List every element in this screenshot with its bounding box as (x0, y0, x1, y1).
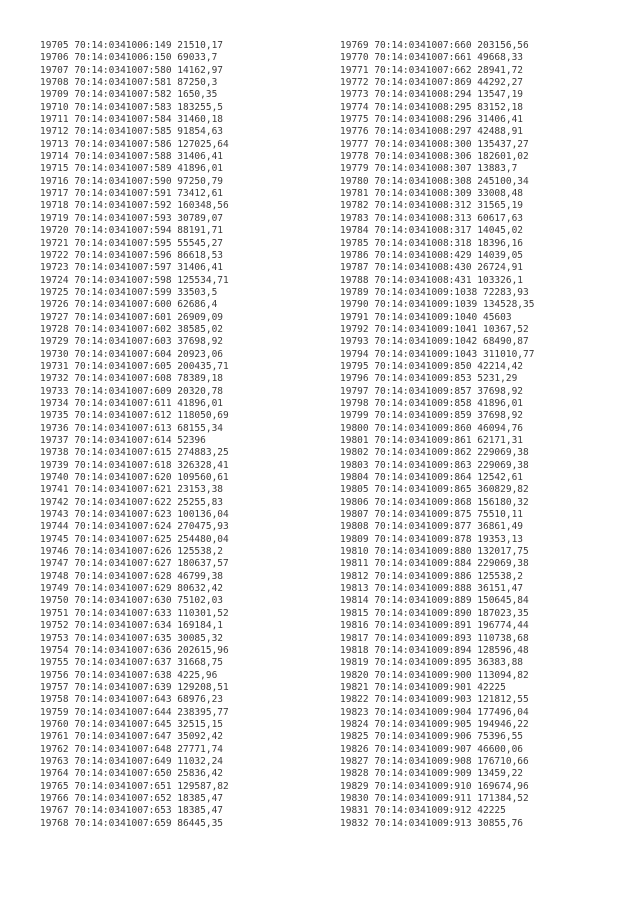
record-row: 19709 70:14:0341007:582 1650,35 (40, 89, 218, 101)
record-row: 19727 70:14:0341007:601 26909,09 (40, 311, 224, 323)
record-row: 19829 70:14:0341009:910 169674,96 (340, 780, 529, 792)
record-row: 19737 70:14:0341007:614 52396 (40, 435, 206, 446)
record-row: 19819 70:14:0341009:895 36383,88 (340, 657, 524, 669)
record-row: 19711 70:14:0341007:584 31460,18 (40, 114, 224, 126)
record-row: 19775 70:14:0341008:296 31406,41 (340, 114, 524, 126)
record-row: 19720 70:14:0341007:594 88191,71 (40, 225, 224, 237)
record-row: 19807 70:14:0341009:875 75510,11 (340, 509, 524, 521)
record-row: 19739 70:14:0341007:618 326328,41 (40, 459, 229, 471)
record-row: 19732 70:14:0341007:608 78389,18 (40, 373, 224, 385)
record-row: 19735 70:14:0341007:612 118050,69 (40, 410, 229, 422)
record-row: 19746 70:14:0341007:626 125538,2 (40, 546, 224, 558)
record-row: 19777 70:14:0341008:300 135437,27 (340, 138, 529, 150)
record-row: 19715 70:14:0341007:589 41896,01 (40, 163, 224, 175)
record-row: 19748 70:14:0341007:628 46799,38 (40, 570, 224, 582)
record-row: 19755 70:14:0341007:637 31668,75 (40, 657, 224, 669)
record-row: 19801 70:14:0341009:861 62171,31 (340, 435, 524, 446)
record-row: 19783 70:14:0341008:313 60617,63 (340, 212, 524, 224)
record-row: 19789 70:14:0341009:1038 72283,93 (340, 286, 529, 298)
record-row: 19779 70:14:0341008:307 13883,7 (340, 163, 518, 175)
record-row: 19707 70:14:0341007:580 14162,97 (40, 64, 224, 76)
record-row: 19831 70:14:0341009:912 42225 (340, 805, 506, 817)
record-row: 19767 70:14:0341007:653 18385,47 (40, 805, 224, 817)
record-row: 19781 70:14:0341008:309 33008,48 (340, 188, 524, 200)
record-row: 19731 70:14:0341007:605 200435,71 (40, 360, 229, 372)
record-row: 19811 70:14:0341009:884 229069,38 (340, 558, 529, 570)
record-row: 19825 70:14:0341009:906 75396,55 (340, 731, 524, 743)
record-row: 19753 70:14:0341007:635 30085,32 (40, 632, 224, 644)
record-row: 19705 70:14:0341006:149 21510,17 (40, 40, 224, 51)
record-row: 19803 70:14:0341009:863 229069,38 (340, 459, 529, 471)
record-row: 19828 70:14:0341009:909 13459,22 (340, 768, 524, 780)
record-row: 19794 70:14:0341009:1043 311010,77 (340, 348, 535, 360)
record-row: 19752 70:14:0341007:634 169184,1 (40, 620, 224, 632)
record-row: 19729 70:14:0341007:603 37698,92 (40, 336, 224, 348)
record-row: 19716 70:14:0341007:590 97250,79 (40, 175, 224, 187)
record-row: 19740 70:14:0341007:620 109560,61 (40, 472, 229, 484)
record-row: 19718 70:14:0341007:592 160348,56 (40, 200, 229, 212)
record-row: 19750 70:14:0341007:630 75102,03 (40, 595, 224, 607)
record-row: 19790 70:14:0341009:1039 134528,35 (340, 299, 535, 311)
record-row: 19804 70:14:0341009:864 12542,61 (340, 472, 524, 484)
record-row: 19766 70:14:0341007:652 18385,47 (40, 792, 224, 804)
record-row: 19769 70:14:0341007:660 203156,56 (340, 40, 529, 51)
record-row: 19818 70:14:0341009:894 128596,48 (340, 644, 529, 656)
record-row: 19795 70:14:0341009:850 42214,42 (340, 360, 524, 372)
record-row: 19787 70:14:0341008:430 26724,91 (340, 262, 524, 274)
record-row: 19722 70:14:0341007:596 86618,53 (40, 249, 224, 261)
record-row: 19822 70:14:0341009:903 121812,55 (340, 694, 529, 706)
record-row: 19706 70:14:0341006:150 69033,7 (40, 52, 218, 64)
record-row: 19765 70:14:0341007:651 129587,82 (40, 780, 229, 792)
record-row: 19796 70:14:0341009:853 5231,29 (340, 373, 518, 385)
record-row: 19745 70:14:0341007:625 254480,04 (40, 533, 229, 545)
record-row: 19761 70:14:0341007:647 35092,42 (40, 731, 224, 743)
record-row: 19808 70:14:0341009:877 36861,49 (340, 521, 524, 533)
record-row: 19813 70:14:0341009:888 36151,47 (340, 583, 524, 595)
record-row: 19816 70:14:0341009:891 196774,44 (340, 620, 529, 632)
record-row: 19793 70:14:0341009:1042 68490,87 (340, 336, 529, 348)
record-row: 19800 70:14:0341009:860 46094,76 (340, 422, 524, 434)
record-row: 19824 70:14:0341009:905 194946,22 (340, 718, 529, 730)
record-row: 19728 70:14:0341007:602 38585,02 (40, 323, 224, 335)
record-row: 19738 70:14:0341007:615 274883,25 (40, 447, 229, 459)
record-row: 19780 70:14:0341008:308 245100,34 (340, 175, 529, 187)
record-row: 19759 70:14:0341007:644 238395,77 (40, 706, 229, 718)
record-row: 19771 70:14:0341007:662 28941,72 (340, 64, 524, 76)
record-row: 19714 70:14:0341007:588 31406,41 (40, 151, 224, 163)
record-row: 19799 70:14:0341009:859 37698,92 (340, 410, 524, 422)
record-row: 19710 70:14:0341007:583 183255,5 (40, 101, 224, 113)
record-row: 19821 70:14:0341009:901 42225 (340, 681, 506, 693)
record-row: 19826 70:14:0341009:907 46600,06 (340, 743, 524, 755)
record-row: 19754 70:14:0341007:636 202615,96 (40, 644, 229, 656)
record-row: 19823 70:14:0341009:904 177496,04 (340, 706, 529, 718)
record-row: 19785 70:14:0341008:318 18396,16 (340, 237, 524, 249)
record-row: 19760 70:14:0341007:645 32515,15 (40, 718, 224, 730)
record-row: 19749 70:14:0341007:629 80632,42 (40, 583, 224, 595)
record-row: 19741 70:14:0341007:621 23153,38 (40, 484, 224, 496)
record-row: 19774 70:14:0341008:295 83152,18 (340, 101, 524, 113)
record-row: 19802 70:14:0341009:862 229069,38 (340, 447, 529, 459)
record-row: 19798 70:14:0341009:858 41896,01 (340, 397, 524, 409)
record-row: 19812 70:14:0341009:886 125538,2 (340, 570, 524, 582)
record-row: 19744 70:14:0341007:624 270475,93 (40, 521, 229, 533)
record-row: 19747 70:14:0341007:627 180637,57 (40, 558, 229, 570)
record-row: 19708 70:14:0341007:581 87250,3 (40, 77, 218, 89)
record-row: 19784 70:14:0341008:317 14045,02 (340, 225, 524, 237)
record-row: 19713 70:14:0341007:586 127025,64 (40, 138, 229, 150)
left-column (40, 40, 229, 830)
record-row: 19717 70:14:0341007:591 73412,61 (40, 188, 224, 200)
record-row: 19758 70:14:0341007:643 68976,23 (40, 694, 224, 706)
record-row: 19751 70:14:0341007:633 110301,52 (40, 607, 229, 619)
record-row: 19832 70:14:0341009:913 30855,76 (340, 817, 524, 829)
record-row: 19712 70:14:0341007:585 91854,63 (40, 126, 224, 138)
record-row: 19757 70:14:0341007:639 129208,51 (40, 681, 229, 693)
record-row: 19773 70:14:0341008:294 13547,19 (340, 89, 524, 101)
record-row: 19743 70:14:0341007:623 100136,04 (40, 509, 229, 521)
record-row: 19730 70:14:0341007:604 20923,06 (40, 348, 224, 360)
record-row: 19770 70:14:0341007:661 49668,33 (340, 52, 524, 64)
record-row: 19786 70:14:0341008:429 14039,05 (340, 249, 524, 261)
record-row: 19776 70:14:0341008:297 42488,91 (340, 126, 524, 138)
record-row: 19797 70:14:0341009:857 37698,92 (340, 385, 524, 397)
record-row: 19830 70:14:0341009:911 171384,52 (340, 792, 529, 804)
record-row: 19723 70:14:0341007:597 31406,41 (40, 262, 224, 274)
record-row: 19721 70:14:0341007:595 55545,27 (40, 237, 224, 249)
record-row: 19764 70:14:0341007:650 25836,42 (40, 768, 224, 780)
record-row: 19762 70:14:0341007:648 27771,74 (40, 743, 224, 755)
record-row: 19778 70:14:0341008:306 182601,02 (340, 151, 529, 163)
record-row: 19725 70:14:0341007:599 33503,5 (40, 286, 218, 298)
right-column (340, 40, 534, 830)
record-row: 19817 70:14:0341009:893 110738,68 (340, 632, 529, 644)
record-row: 19726 70:14:0341007:600 62686,4 (40, 299, 218, 311)
record-row: 19742 70:14:0341007:622 25255,83 (40, 496, 224, 508)
record-row: 19827 70:14:0341009:908 176710,66 (340, 755, 529, 767)
record-row: 19782 70:14:0341008:312 31565,19 (340, 200, 524, 212)
record-row: 19805 70:14:0341009:865 360829,82 (340, 484, 529, 496)
record-row: 19733 70:14:0341007:609 20320,78 (40, 385, 224, 397)
record-row: 19719 70:14:0341007:593 30789,07 (40, 212, 224, 224)
record-row: 19791 70:14:0341009:1040 45603 (340, 311, 512, 323)
record-row: 19734 70:14:0341007:611 41896,01 (40, 397, 224, 409)
record-row: 19806 70:14:0341009:868 156180,32 (340, 496, 529, 508)
record-row: 19772 70:14:0341007:869 44292,27 (340, 77, 524, 89)
record-row: 19810 70:14:0341009:880 132017,75 (340, 546, 529, 558)
record-row: 19788 70:14:0341008:431 103326,1 (340, 274, 524, 286)
record-row: 19809 70:14:0341009:878 19353,13 (340, 533, 524, 545)
record-row: 19814 70:14:0341009:889 150645,84 (340, 595, 529, 607)
record-row: 19756 70:14:0341007:638 4225,96 (40, 669, 218, 681)
record-row: 19820 70:14:0341009:900 113094,82 (340, 669, 529, 681)
record-row: 19736 70:14:0341007:613 68155,34 (40, 422, 224, 434)
record-row: 19792 70:14:0341009:1041 10367,52 (340, 323, 529, 335)
record-row: 19724 70:14:0341007:598 125534,71 (40, 274, 229, 286)
record-row: 19768 70:14:0341007:659 86445,35 (40, 817, 224, 829)
record-row: 19815 70:14:0341009:890 187023,35 (340, 607, 529, 619)
record-row: 19763 70:14:0341007:649 11032,24 (40, 755, 224, 767)
